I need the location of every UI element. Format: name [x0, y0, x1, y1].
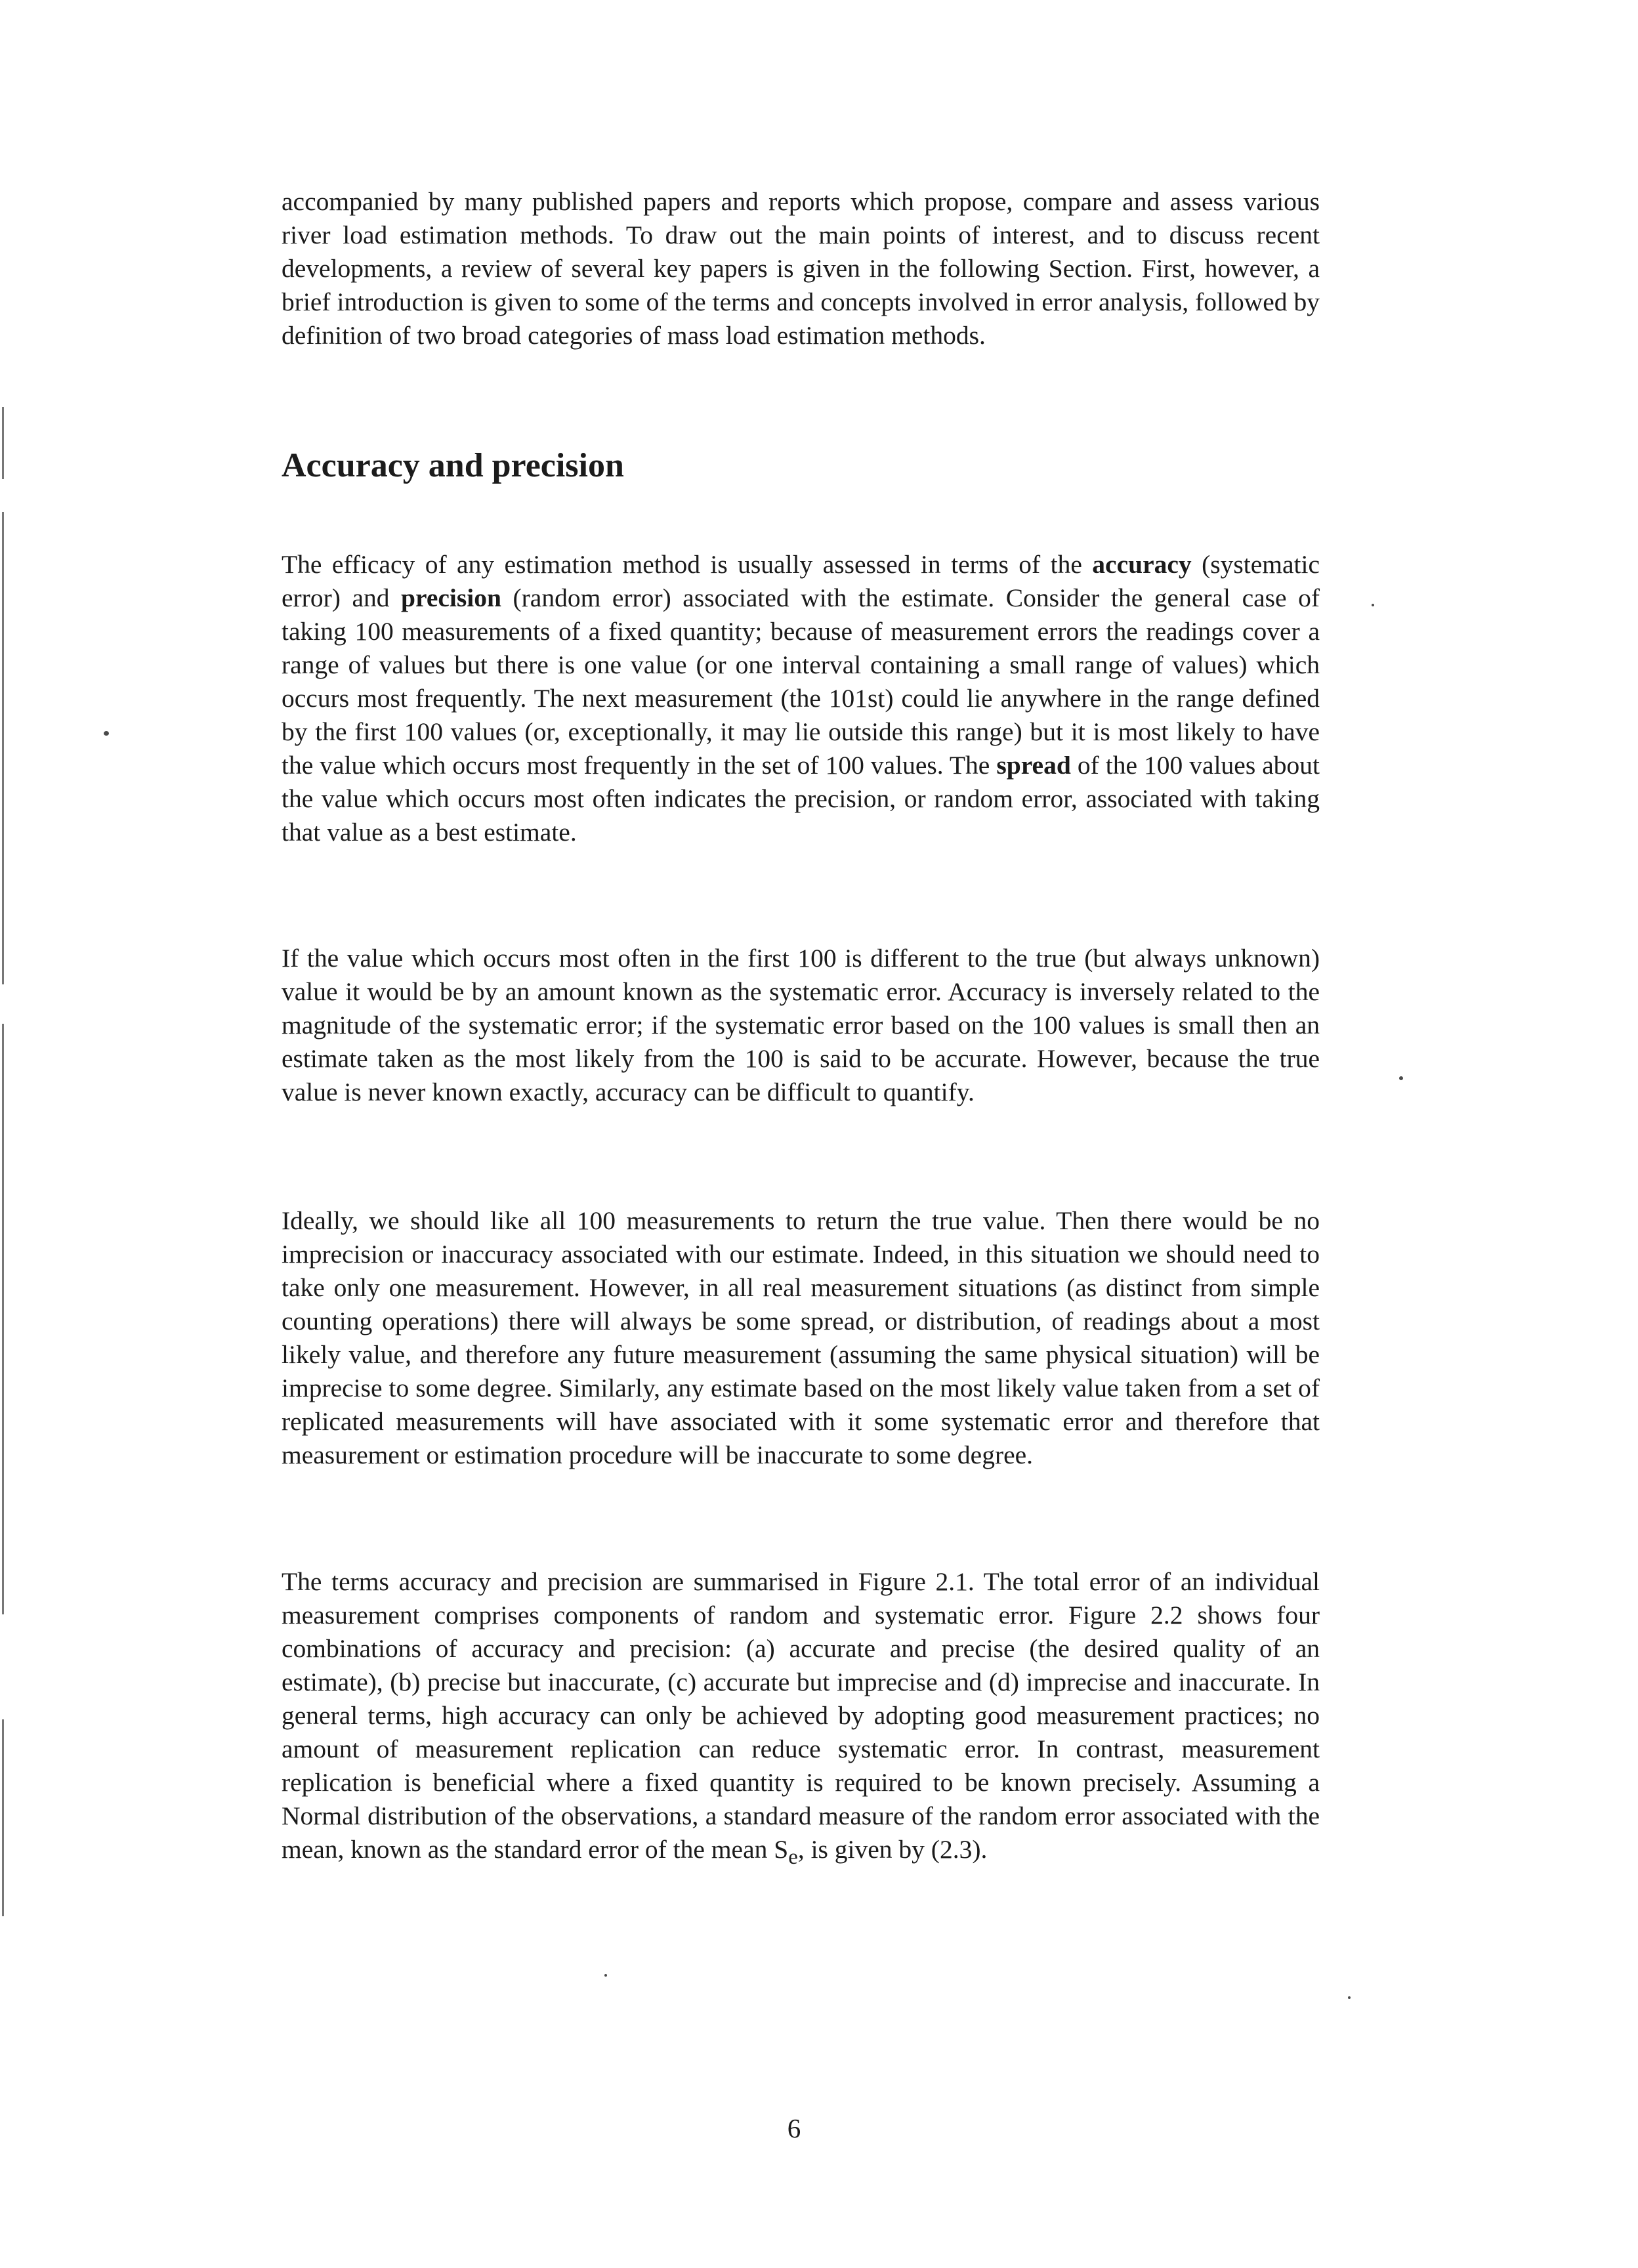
term-spread: spread	[996, 751, 1071, 780]
paragraph-1	[282, 548, 1320, 849]
term-precision: precision	[401, 583, 501, 612]
page-number: 6	[787, 2113, 801, 2143]
scan-speck	[604, 1974, 607, 1977]
paragraph-3: Ideally, we should like all 100 measurements to return the true value. Then there would be no imprecision or inaccuracy associated with our estimate. Indeed, in this situation we should need to take only one measurement. However, in all real measurement situations (as distinct from simple counting operations) there will always be some spread, or distribution, of readings about a most likely value, and therefore any future measurement (assuming the same physical situation) will be imprecise to some degree. Similarly, any estimate based on the most likely value taken from a set of replicated measurements will have associated with it some systematic error and therefore that measurement or estimation procedure will be inaccurate to some degree.	[282, 1206, 1320, 1469]
term-accuracy: accuracy	[1092, 550, 1192, 579]
paragraph-1-part-2: (systematic error) and	[282, 550, 1320, 612]
scan-edge-mark	[2, 407, 4, 479]
scan-edge-mark	[2, 512, 4, 984]
scan-edge-mark	[2, 1719, 4, 1916]
scan-speck	[1399, 1076, 1403, 1080]
paragraph-summary	[282, 1565, 1320, 1874]
paragraph-2: If the value which occurs most often in the first 100 is different to the true (but always unknown) value it would be by an amount known as the systematic error. Accuracy is inversely related to the magnitude of the systematic error; if the systematic error based on the 100 values is small then an estimate taken as the most likely from the 100 is said to be accurate. However, because the true value is never known exactly, accuracy can be difficult to quantify.	[282, 944, 1320, 1106]
paragraph-1-part-1: The efficacy of any estimation method is usually assessed in terms of the	[282, 550, 1093, 579]
section-heading: Accuracy and precision	[282, 447, 624, 484]
intro-paragraph-text: accompanied by many published papers and reports which propose, compare and assess various river load estimation methods. To draw out the main points of interest, and to discuss recent developments, a review of several key papers is given in the following Section. First, however, a brief introduction is given to some of the terms and concepts involved in error analysis, followed by definition of two broad categories of mass load estimation methods.	[282, 187, 1320, 350]
paragraph-accuracy-precision	[282, 548, 1320, 849]
paragraph-systematic-error	[282, 942, 1320, 1109]
standard-error-subscript: e	[788, 1845, 798, 1869]
paragraph-4-text: The terms accuracy and precision are summarised in Figure 2.1. The total error of an individual measurement comprises components of random and systematic error. Figure 2.2 shows four combinations of accuracy and precision: (a) accurate and precise (the desired quality of an estimate), (b) precise but inaccurate, (c) accurate but imprecise and (d) imprecise and inaccurate. In general terms, high accuracy can only be achieved by adopting good measurement practices; no amount of measurement replication can reduce systematic error. In contrast, measurement replication is beneficial where a fixed quantity is required to be known precisely. Assuming a Normal distribution of the observations, a standard measure of the random error associated with the mean, known as the standard error of the mean S	[282, 1567, 1320, 1864]
intro-paragraph	[282, 185, 1320, 352]
scan-speck	[104, 731, 109, 736]
scan-edge-mark	[2, 1024, 4, 1614]
paragraph-1-part-3: (random error) associated with the estimate. Consider the general case of taking 100 measurements of a fixed quantity; because of measurement errors the readings cover a range of values but there is one value (or one interval containing a small range of values) which occurs most frequently. The next measurement (the 101st) could lie anywhere in the range defined by the first 100 values (or, exceptionally, it may lie outside this range) but it is most likely to have the value which occurs most frequently in the set of 100 values. The	[282, 583, 1320, 780]
paragraph-4	[282, 1565, 1320, 1874]
scan-speck	[1372, 604, 1374, 606]
paragraph-1-part-4: of the 100 values about the value which occurs most often indicates the precision, or random error, associated with taking that value as a best estimate.	[282, 751, 1320, 847]
paragraph-ideal-measurement	[282, 1204, 1320, 1472]
paragraph-4-ending: , is given by (2.3).	[797, 1835, 988, 1864]
scan-speck	[1348, 1996, 1351, 1999]
